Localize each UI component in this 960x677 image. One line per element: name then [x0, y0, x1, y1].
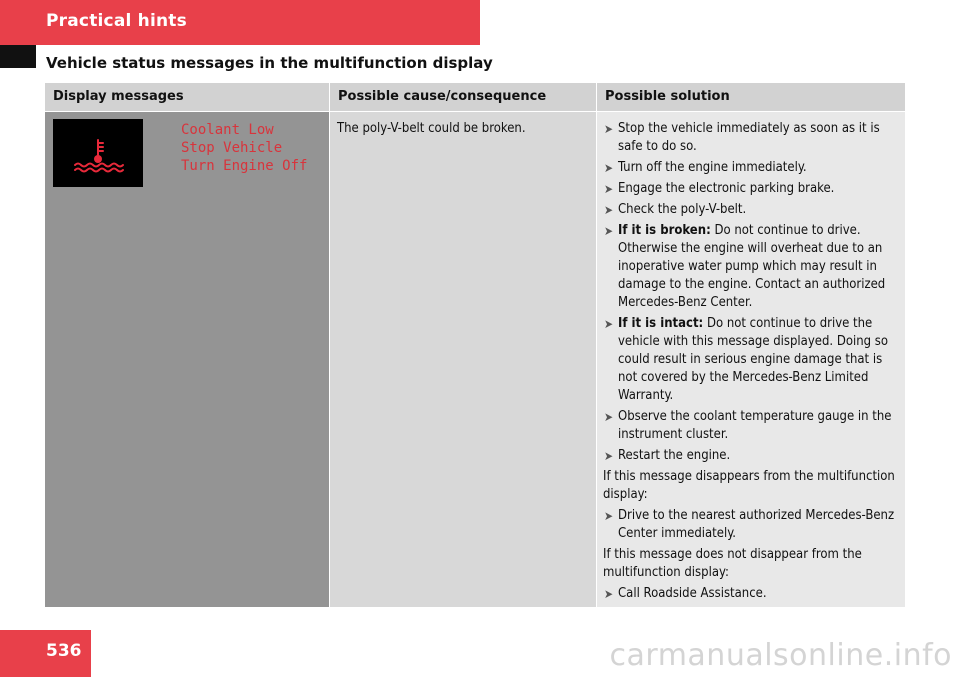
- header-possible-cause: Possible cause/consequence: [330, 83, 596, 111]
- display-line-coolant-low: Coolant Low: [181, 122, 274, 138]
- coolant-temperature-warning-icon: [53, 119, 143, 187]
- arrow-bullet-icon: ➤: [604, 587, 614, 601]
- arrow-bullet-icon: ➤: [604, 317, 614, 331]
- arrow-bullet-icon: ➤: [604, 449, 614, 463]
- display-line-stop-vehicle: Stop Vehicle: [181, 140, 283, 156]
- solution-step: ➤ If it is broken: Do not continue to drive. Otherwise the engine will overheat due to an inoperative water pump which may result in damage to the engine. Contact an authorized Mercedes-Benz Center.: [604, 223, 886, 310]
- cause-text: The poly-V-belt could be broken.: [337, 121, 526, 136]
- arrow-bullet-icon: ➤: [604, 224, 614, 238]
- arrow-bullet-icon: ➤: [604, 161, 614, 175]
- arrow-bullet-icon: ➤: [604, 509, 614, 523]
- solution-step: ➤ Engage the electronic parking brake.: [604, 181, 835, 196]
- arrow-bullet-icon: ➤: [604, 203, 614, 217]
- solution-step: ➤ Stop the vehicle immediately as soon as it is safe to do so.: [604, 121, 880, 154]
- solution-step: ➤ Observe the coolant temperature gauge in the instrument cluster.: [604, 409, 892, 442]
- arrow-bullet-icon: ➤: [604, 410, 614, 424]
- section-marker: [0, 45, 36, 68]
- solution-step: ➤ Drive to the nearest authorized Mercedes-Benz Center immediately.: [604, 508, 895, 541]
- solution-step: ➤ If it is intact: Do not continue to drive the vehicle with this message displayed. Doing so could result in serious engine damage that is not covered by the Mercedes-Benz Limited Warranty.: [604, 316, 889, 403]
- arrow-bullet-icon: ➤: [604, 182, 614, 196]
- solution-step: ➤ Restart the engine.: [604, 448, 731, 463]
- chapter-title: Practical hints: [46, 11, 187, 31]
- page-number: 536: [46, 641, 82, 661]
- arrow-bullet-icon: ➤: [604, 122, 614, 136]
- solution-step: ➤ Check the poly-V-belt.: [604, 202, 747, 217]
- possible-cause-cell: [330, 112, 596, 607]
- section-title: Vehicle status messages in the multifunction display: [46, 54, 493, 72]
- solution-condition: If this message does not disappear from the multifunction display:: [603, 547, 862, 580]
- solution-step: ➤ Turn off the engine immediately.: [604, 160, 807, 175]
- header-display-messages: Display messages: [45, 83, 329, 111]
- status-messages-table: [45, 83, 905, 607]
- display-messages-cell: [45, 112, 329, 607]
- header-possible-solution: Possible solution: [597, 83, 905, 111]
- display-line-turn-engine-off: Turn Engine Off: [181, 158, 308, 174]
- solution-step: ➤ Call Roadside Assistance.: [604, 586, 767, 601]
- solution-condition: If this message disappears from the multifunction display:: [603, 469, 895, 502]
- solution-list: [603, 120, 903, 606]
- possible-solution-cell: [597, 112, 905, 607]
- watermark: carmanualsonline.info: [609, 638, 952, 673]
